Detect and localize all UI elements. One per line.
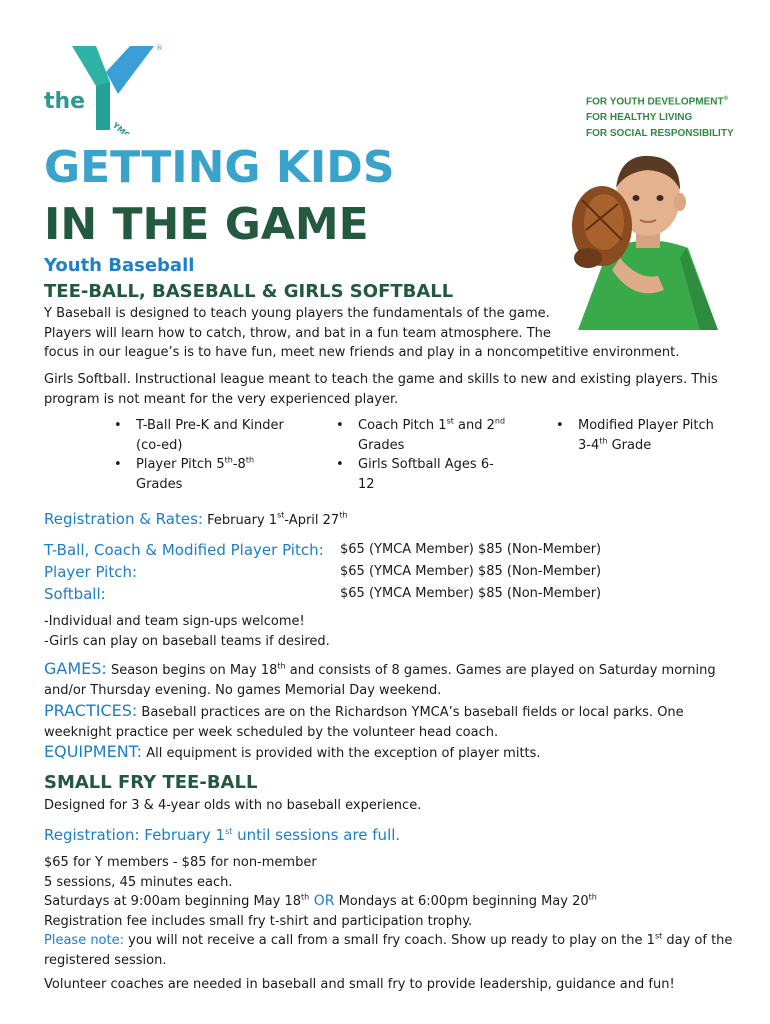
small-fry-description: Designed for 3 & 4-year olds with no baseball experience. <box>44 798 422 813</box>
boy-baseball-photo <box>568 140 724 330</box>
rate-value-player-pitch: $65 (YMCA Member) $85 (Non-Member) <box>340 564 602 579</box>
tagline-line-2: FOR HEALTHY LIVING <box>586 112 693 124</box>
small-fry-registration: Registration: February 1st until sessions are full. <box>44 826 401 844</box>
registration-label: Registration & Rates: <box>44 510 203 528</box>
registration-dates: Registration & Rates: February 1st-April 27th <box>44 510 348 528</box>
leagues-subheading: TEE-BALL, BASEBALL & GIRLS SOFTBALL <box>44 281 454 302</box>
practices-label: PRACTICES: <box>44 701 138 720</box>
rate-label-softball: Softball: <box>44 585 106 603</box>
tagline: FOR YOUTH DEVELOPMENT® FOR HEALTHY LIVING FOR SOCIAL RESPONSIBILITY <box>586 91 734 142</box>
games-paragraph: GAMES: Season begins on May 18th and consists of 8 games. Games are played on Saturday morning and/or Thursday evening. No games Memorial Day weekend. <box>44 659 716 698</box>
title-line-2: IN THE GAME <box>44 199 369 250</box>
rate-value-tball: $65 (YMCA Member) $85 (Non-Member) <box>340 542 602 557</box>
equipment-paragraph: EQUIPMENT: All equipment is provided with the exception of player mitts. <box>44 742 541 761</box>
games-label: GAMES: <box>44 659 107 678</box>
small-fry-heading: SMALL FRY TEE-BALL <box>44 772 258 793</box>
youth-baseball-heading: Youth Baseball <box>44 255 195 276</box>
logo-word: the <box>44 89 86 114</box>
list-item: • Coach Pitch 1st and 2nd Grades <box>336 416 526 455</box>
list-item: • Modified Player Pitch 3-4th Grade <box>556 416 736 455</box>
title-line-1: GETTING KIDS <box>44 142 395 193</box>
rate-label-player-pitch: Player Pitch: <box>44 563 138 581</box>
small-fry-details: $65 for Y members - $85 for non-member 5 sessions, 45 minutes each. Saturdays at 9:00am beginning May 18th OR Mondays at 6:00pm beginning May 20th Registration fee includes small fry t-shirt and participation trophy. Please note: you will not receive a call from a small fry coach. Show up ready to play on the 1st day of the registered session. <box>44 855 733 968</box>
ymca-y-icon <box>44 42 164 134</box>
tagline-line-3: FOR SOCIAL RESPONSIBILITY <box>586 128 734 140</box>
ymca-logo <box>44 42 164 134</box>
list-item: • Player Pitch 5th-8th Grades <box>114 455 314 494</box>
intro-paragraph: Y Baseball is designed to teach young players the fundamentals of the game. Players will learn how to catch, throw, and bat in a fun team atmosphere. The focus in our league’s is to have fun, meet new friends and play in a noncompetitive environment. <box>44 306 680 360</box>
svg-text:®: ® <box>156 44 163 52</box>
logo-brand: YMCA <box>110 120 137 134</box>
rate-label-tball: T-Ball, Coach & Modified Player Pitch: <box>44 541 324 559</box>
list-item: • Girls Softball Ages 6- 12 <box>336 455 526 494</box>
division-list-col-2 <box>336 416 526 494</box>
softball-paragraph: Girls Softball. Instructional league meant to teach the game and skills to new and existing players. This program is not meant for the very experienced player. <box>44 372 718 407</box>
tagline-line-1: FOR YOUTH DEVELOPMENT <box>586 96 724 108</box>
division-list-col-3 <box>556 416 736 455</box>
list-item: • T-Ball Pre-K and Kinder (co-ed) <box>114 416 314 455</box>
signup-notes: -Individual and team sign-ups welcome! -Girls can play on baseball teams if desired. <box>44 614 330 649</box>
division-list-col-1 <box>114 416 314 494</box>
rate-value-softball: $65 (YMCA Member) $85 (Non-Member) <box>340 586 602 601</box>
please-note-label: Please note: <box>44 933 124 948</box>
volunteer-closing: Volunteer coaches are needed in baseball and small fry to provide leadership, guidance and fun! <box>44 977 675 992</box>
practices-paragraph: PRACTICES: Baseball practices are on the Richardson YMCA’s baseball fields or local parks. One weeknight practice per week scheduled by the volunteer head coach. <box>44 701 684 740</box>
equipment-label: EQUIPMENT: <box>44 742 143 761</box>
